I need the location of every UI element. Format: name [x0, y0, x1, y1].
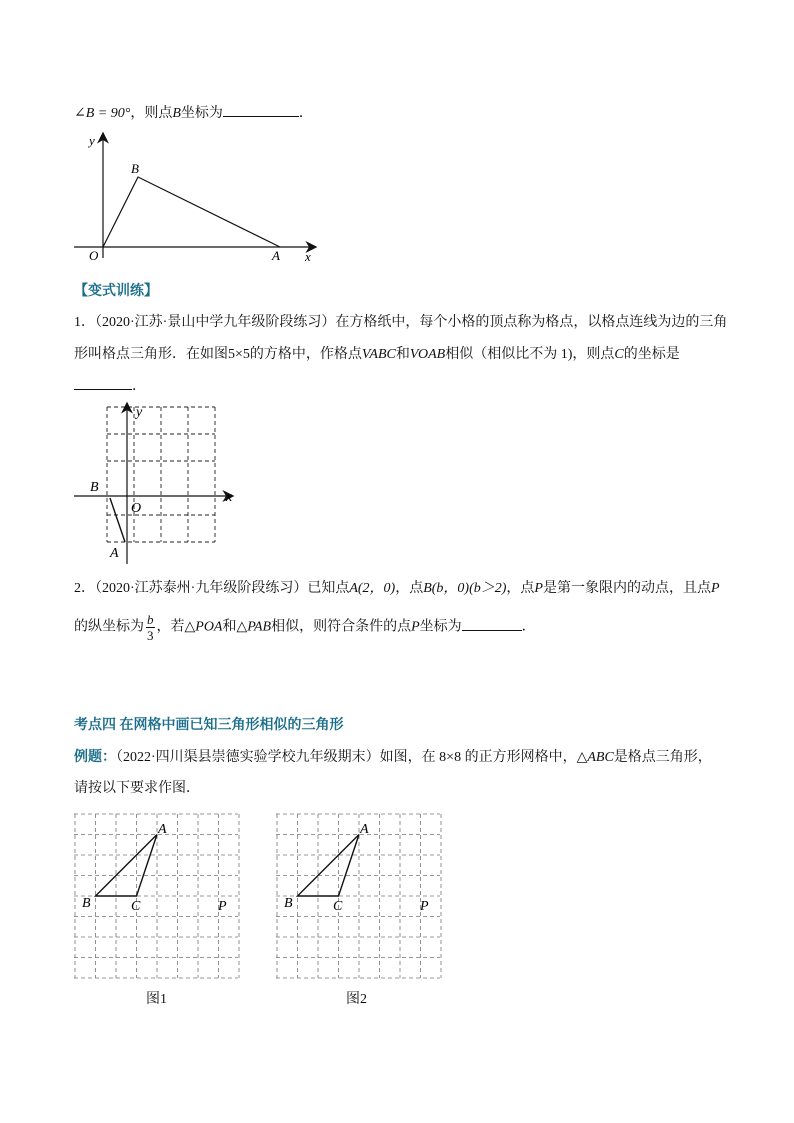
label-x: x	[305, 249, 311, 264]
label-A: A	[360, 822, 369, 837]
label-y: y	[136, 405, 143, 420]
grid-figure-1	[74, 813, 240, 979]
label-A: A	[158, 822, 167, 837]
example-line2: 请按以下要求作图．	[74, 781, 200, 796]
variant-training-heading: 【变式训练】	[74, 284, 158, 299]
label-P: P	[218, 899, 227, 914]
label-B: B	[82, 896, 91, 911]
triangle-OBA	[103, 177, 280, 247]
triangle-ABC	[298, 835, 360, 897]
figure-coordinate-triangle	[70, 130, 330, 265]
label-A: A	[272, 248, 280, 263]
q1-line3: ．	[74, 375, 146, 397]
triangle-ABC	[96, 835, 158, 897]
label-C: C	[131, 899, 141, 914]
dashed-grid	[107, 407, 215, 542]
q2-line1: 2．（2020·江苏泰州·九年级阶段练习）已知点A(2，0)，点B(b，0)(b＞2)，点P是第一象限内的动点，且点P	[74, 581, 720, 596]
label-P: P	[420, 899, 429, 914]
prev-problem-line: ∠B = 90°，则点B坐标为 ．	[74, 102, 313, 124]
answer-blank[interactable]	[74, 375, 132, 390]
segment-BA	[110, 498, 125, 542]
fraction-b-over-3: $\frac{b}{3}$	[147, 612, 154, 643]
figure-2-caption: 图2	[346, 992, 367, 1007]
label-O: O	[131, 501, 142, 516]
grid-figure-2	[276, 813, 442, 979]
label-B: B	[90, 480, 99, 495]
label-B: B	[284, 896, 293, 911]
q1-line2: 形叫格点三角形．在如图5×5的方格中，作格点VABC和VOAB相似（相似比不为 1)，则点C的坐标是	[74, 347, 680, 362]
label-y: y	[89, 133, 95, 148]
label-C: C	[333, 899, 343, 914]
q1-line1: 1．（2020·江苏·景山中学九年级阶段练习）在方格纸中，每个小格的顶点称为格点，以格点连线为边的三角	[74, 315, 728, 330]
label-x: x	[226, 490, 233, 505]
label-B: B	[131, 161, 139, 176]
example-line1: 例题：（2022·四川渠县崇德实验学校九年级期末）如图，在 8×8 的正方形网格中，△ABC是格点三角形，	[74, 750, 712, 765]
figure-1-caption: 图1	[146, 992, 167, 1007]
figure-5x5-grid	[70, 402, 240, 567]
label-O: O	[89, 248, 99, 263]
label-A: A	[110, 546, 119, 561]
angle-expression: ∠B = 90°	[74, 106, 131, 121]
q2-line2: 的纵坐标为 $\frac{b}{3}$ ，若△POA和△PAB相似，则符合条件的点P坐标为 ．	[74, 612, 536, 643]
answer-blank[interactable]	[462, 616, 522, 631]
section4-heading: 考点四 在网格中画已知三角形相似的三角形	[74, 718, 344, 733]
answer-blank[interactable]	[223, 102, 299, 117]
